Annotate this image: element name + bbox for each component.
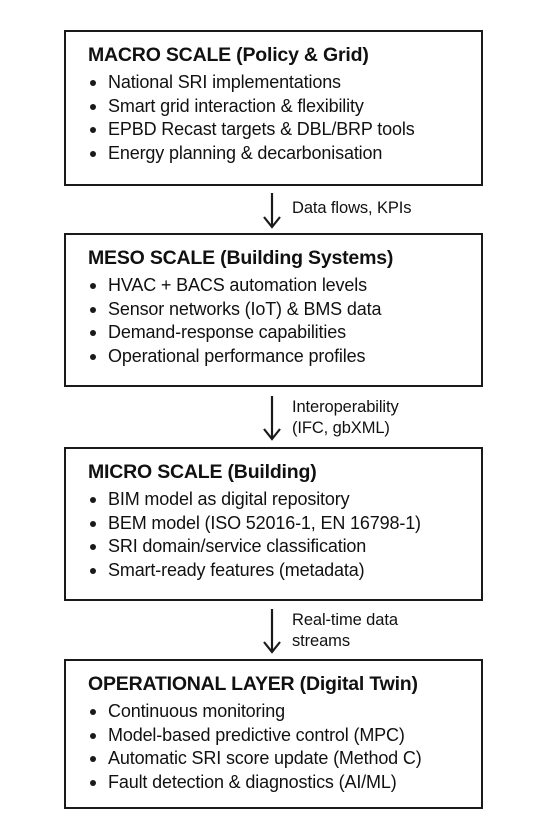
list-item: [88, 535, 481, 559]
list-item: [88, 512, 481, 536]
connector-label-line: streams: [292, 632, 350, 650]
meso-scale-list: [88, 274, 481, 368]
bullet-icon: [90, 330, 96, 336]
connector-label: [292, 198, 411, 219]
bullet-icon: [90, 780, 96, 786]
micro-scale-box: [64, 447, 483, 601]
bullet-icon: [90, 104, 96, 110]
item-text: Energy planning & decarbonisation: [108, 142, 383, 163]
list-item: [88, 771, 481, 795]
arrow-down-icon: [262, 395, 282, 441]
bullet-icon: [90, 127, 96, 133]
item-text: BIM model as digital repository: [108, 489, 350, 509]
list-item: [88, 345, 481, 369]
item-text: SRI domain/service classification: [108, 536, 367, 556]
list-item: [88, 142, 481, 166]
micro-scale-title: MICRO SCALE (Building): [88, 461, 317, 483]
operational-layer-box: [64, 659, 483, 809]
macro-scale-box: [64, 30, 483, 186]
macro-scale-list: [88, 71, 481, 165]
item-text: Fault detection & diagnostics (AI/ML): [108, 771, 397, 792]
connector-micro-operational: [262, 608, 522, 658]
meso-scale-box: [64, 233, 483, 387]
list-item: [88, 95, 481, 119]
connector-label: [292, 397, 399, 439]
list-item: [88, 71, 481, 95]
bullet-icon: [90, 544, 96, 550]
item-text: Continuous monitoring: [108, 701, 285, 721]
list-item: [88, 298, 481, 322]
arrow-down-icon: [262, 608, 282, 654]
connector-macro-meso: [262, 192, 522, 232]
meso-scale-title: MESO SCALE (Building Systems): [88, 247, 394, 269]
item-text: HVAC + BACS automation levels: [108, 275, 367, 295]
item-text: Automatic SRI score update (Method C): [108, 748, 422, 768]
macro-scale-title: MACRO SCALE (Policy & Grid): [88, 44, 369, 66]
item-text: EPBD Recast targets & DBL/BRP tools: [108, 119, 415, 139]
bullet-icon: [90, 733, 96, 739]
connector-label-line: Real-time data: [292, 611, 398, 629]
connector-label-line: Data flows, KPIs: [292, 199, 412, 217]
bullet-icon: [90, 151, 96, 157]
bullet-icon: [90, 497, 96, 503]
bullet-icon: [90, 354, 96, 360]
bullet-icon: [90, 521, 96, 527]
bullet-icon: [90, 307, 96, 313]
list-item: [88, 559, 481, 583]
item-text: Model-based predictive control (MPC): [108, 724, 405, 745]
list-item: [88, 321, 481, 345]
operational-layer-title: OPERATIONAL LAYER (Digital Twin): [88, 673, 418, 695]
list-item: [88, 274, 481, 298]
operational-layer-list: [88, 700, 481, 794]
connector-label-line: Interoperability: [292, 398, 399, 416]
micro-scale-list: [88, 488, 481, 582]
connector-meso-micro: [262, 395, 522, 445]
item-text: National SRI implementations: [108, 72, 341, 92]
list-item: [88, 724, 481, 748]
bullet-icon: [90, 756, 96, 762]
item-text: BEM model (ISO 52016-1, EN 16798-1): [108, 512, 421, 533]
item-text: Smart-ready features (metadata): [108, 559, 365, 580]
list-item: [88, 700, 481, 724]
list-item: [88, 118, 481, 142]
item-text: Sensor networks (IoT) & BMS data: [108, 298, 382, 319]
arrow-down-icon: [262, 192, 282, 230]
bullet-icon: [90, 568, 96, 574]
list-item: [88, 747, 481, 771]
connector-label-line: (IFC, gbXML): [292, 419, 390, 437]
item-text: Demand-response capabilities: [108, 322, 346, 342]
bullet-icon: [90, 283, 96, 289]
item-text: Operational performance profiles: [108, 345, 366, 366]
bullet-icon: [90, 709, 96, 715]
connector-label: [292, 610, 398, 652]
bullet-icon: [90, 80, 96, 86]
item-text: Smart grid interaction & flexibility: [108, 95, 364, 116]
list-item: [88, 488, 481, 512]
